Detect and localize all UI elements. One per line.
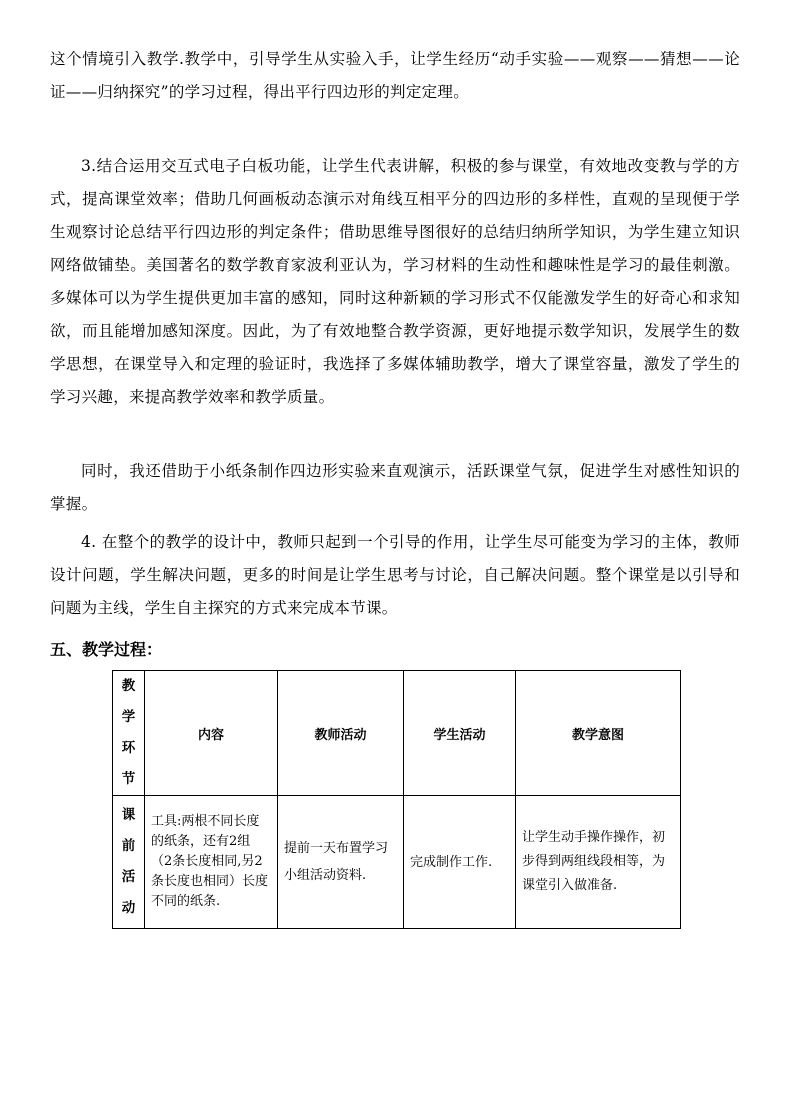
section-heading: 五、教学过程：: [50, 640, 163, 659]
cell-content: 工具:两根不同长度的纸条，还有2组（2条长度相同,另2条长度也相同）长度不同的纸条.: [145, 796, 278, 929]
cell-teaching-intent: 让学生动手操作操作，初步得到两组线段相等，为课堂引入做准备.: [516, 796, 681, 929]
paragraph-2: 3.结合运用交互式电子白板功能，让学生代表讲解，积极的参与课堂，有效地改变教与学的方式，提高课堂效率；借助几何画板动态演示对角线互相平分的四边形的多样性，直观的呈现便于学生观察讨论总结平行四边形的判定条件；借助思维导图很好的总结归纳所学知识，为学生建立知识网络做铺垫。美国著名的数学教育家波利亚认为，学习材料的生动性和趣味性是学习的最佳刺激。多媒体可以为学生提供更加丰富的感知，同时这种新颖的学习形式不仅能激发学生的好奇心和求知欲，而且能增加感知深度。因此，为了有效地整合教学资源，更好地提示数学知识，发展学生的数学思想，在课堂导入和定理的验证时，我选择了多媒体辅助教学，增大了课堂容量，激发了学生的学习兴趣，来提高教学效率和教学质量。: [50, 157, 740, 406]
header-teaching-intent: 教学意图: [516, 671, 681, 796]
header-content: 内容: [145, 671, 278, 796]
header-stage: 教学环节: [113, 671, 145, 796]
cell-stage: 课前活动: [113, 796, 145, 929]
table-header-row: [113, 671, 681, 796]
header-student-activity: 学生活动: [404, 671, 516, 796]
paragraph-1: 这个情境引入教学.教学中，引导学生从实验入手，让学生经历“动手实验——观察——猜想——论证——归纳探究”的学习过程，得出平行四边形的判定定理。: [50, 50, 740, 101]
paragraph-4: 4. 在整个的教学的设计中，教师只起到一个引导的作用，让学生尽可能变为学习的主体，教师设计问题，学生解决问题，更多的时间是让学生思考与讨论，自己解决问题。整个课堂是以引导和问题为主线，学生自主探究的方式来完成本节课。: [50, 533, 740, 617]
paragraph-3: 同时，我还借助于小纸条制作四边形实验来直观演示，活跃课堂气氛，促进学生对感性知识的掌握。: [50, 462, 740, 513]
table-row: [113, 796, 681, 929]
teaching-process-table: [112, 670, 681, 929]
cell-teacher-activity: 提前一天布置学习小组活动资料.: [278, 796, 404, 929]
header-teacher-activity: 教师活动: [278, 671, 404, 796]
cell-student-activity: 完成制作工作.: [404, 796, 516, 929]
